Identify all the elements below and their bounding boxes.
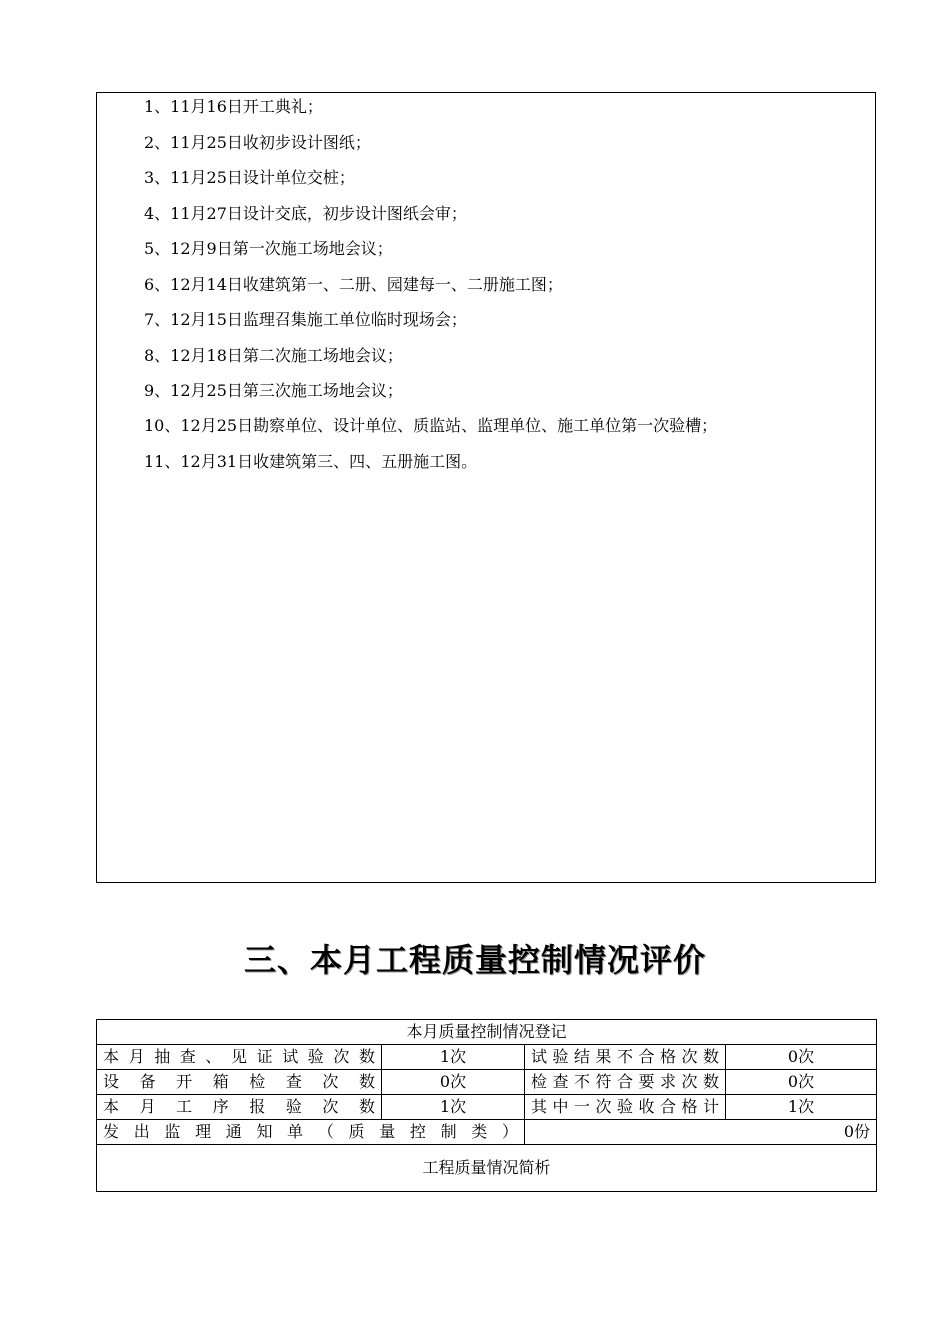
list-item: 7、12月15日监理召集施工单位临时现场会； bbox=[144, 310, 467, 329]
list-item: 5、12月9日第一次施工场地会议； bbox=[144, 239, 393, 258]
table-row bbox=[97, 1045, 877, 1070]
row-label-2: 检查不符合要求次数 bbox=[525, 1070, 726, 1095]
list-item: 9、12月25日第三次施工场地会议； bbox=[144, 381, 403, 400]
list-item: 8、12月18日第二次施工场地会议； bbox=[144, 346, 403, 365]
row-value-2: 1次 bbox=[726, 1095, 877, 1120]
table-title: 本月质量控制情况登记 bbox=[97, 1020, 877, 1045]
table-row bbox=[97, 1070, 877, 1095]
row-label: 设备开箱检查次数 bbox=[97, 1070, 382, 1095]
row-label: 本月抽查、见证试验次数 bbox=[97, 1045, 382, 1070]
notice-label: 发出监理通知单（质量控制类） bbox=[97, 1120, 525, 1145]
table-title-row bbox=[97, 1020, 877, 1045]
analysis-label: 工程质量情况简析 bbox=[97, 1145, 877, 1192]
list-item: 3、11月25日设计单位交桩； bbox=[144, 168, 355, 187]
list-item: 4、11月27日设计交底，初步设计图纸会审； bbox=[144, 204, 467, 223]
list-item: 10、12月25日勘察单位、设计单位、质监站、监理单位、施工单位第一次验槽； bbox=[144, 416, 718, 435]
row-value: 1次 bbox=[382, 1045, 525, 1070]
row-value: 0次 bbox=[382, 1070, 525, 1095]
notice-row bbox=[97, 1120, 877, 1145]
row-value: 1次 bbox=[382, 1095, 525, 1120]
row-value-2: 0次 bbox=[726, 1070, 877, 1095]
list-item: 11、12月31日收建筑第三、四、五册施工图。 bbox=[144, 452, 478, 471]
row-label: 本月工序报验次数 bbox=[97, 1095, 382, 1120]
row-label-2: 其中一次验收合格计 bbox=[525, 1095, 726, 1120]
list-item: 6、12月14日收建筑第一、二册、园建每一、二册施工图； bbox=[144, 275, 563, 294]
row-label-2: 试验结果不合格次数 bbox=[525, 1045, 726, 1070]
table-row bbox=[97, 1095, 877, 1120]
progress-box bbox=[96, 92, 876, 883]
list-item: 1、11月16日开工典礼； bbox=[144, 97, 323, 116]
analysis-row bbox=[97, 1145, 877, 1192]
list-item: 2、11月25日收初步设计图纸； bbox=[144, 133, 371, 152]
notice-value: 0份 bbox=[525, 1120, 877, 1145]
section-heading: 三、本月工程质量控制情况评价 bbox=[243, 941, 706, 979]
row-value-2: 0次 bbox=[726, 1045, 877, 1070]
quality-control-table bbox=[96, 1019, 877, 1192]
